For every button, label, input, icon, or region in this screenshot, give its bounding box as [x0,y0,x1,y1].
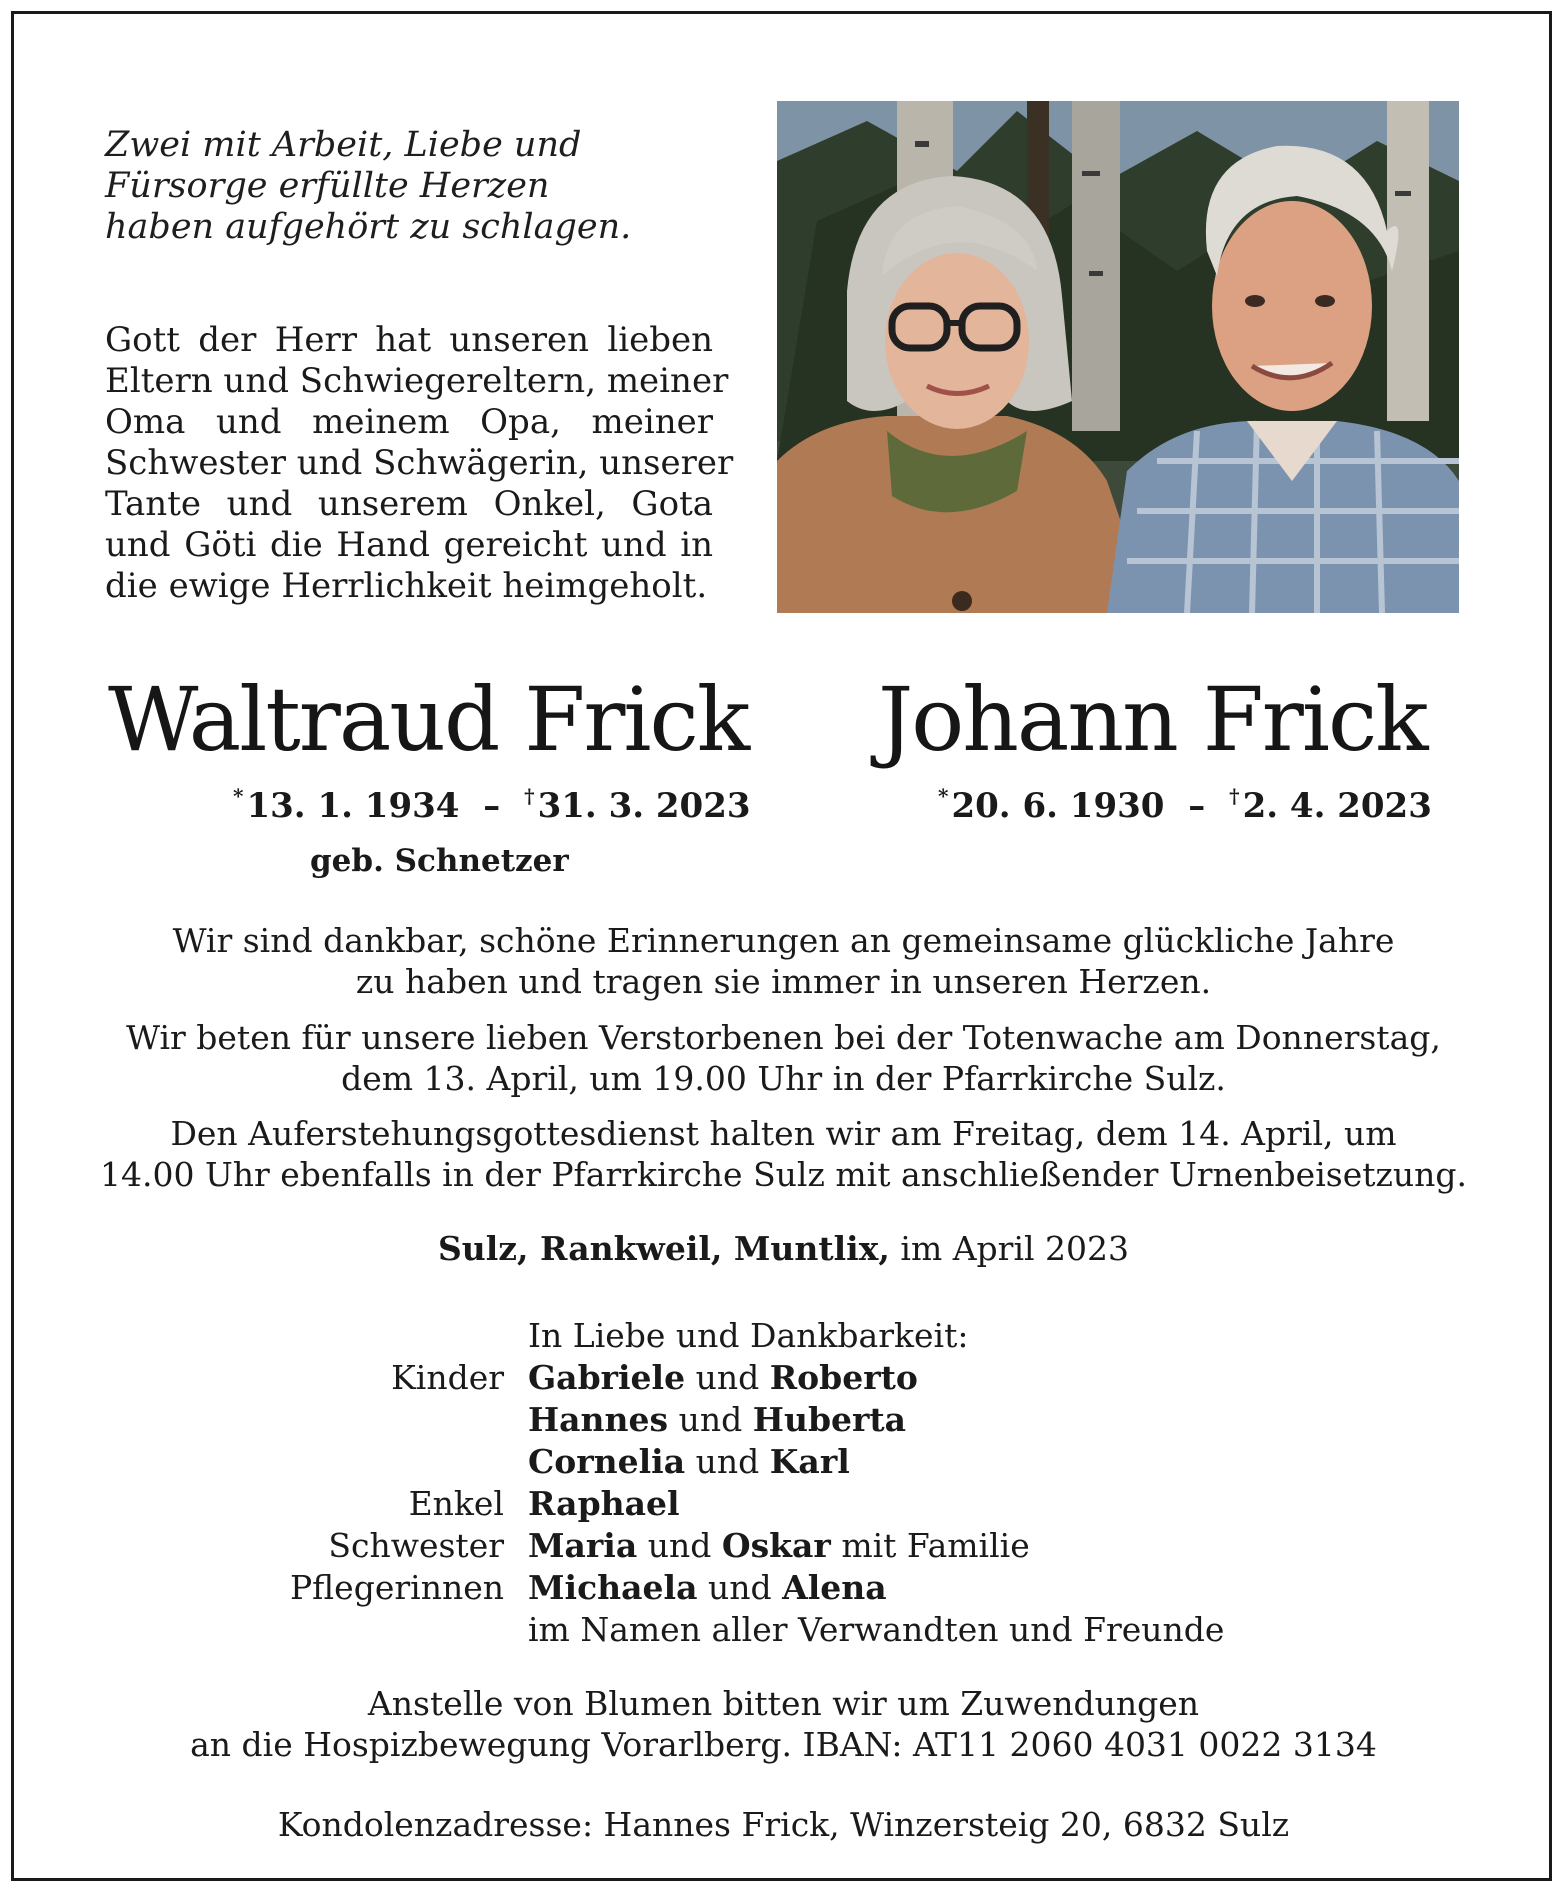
relation-label: Schwester [328,1526,504,1565]
verse-line: Zwei mit Arbeit, Liebe und [105,125,582,165]
family-suffix: mit Familie [841,1526,1030,1565]
mourners-closing: im Namen aller Verwandten und Freunde [528,1610,1225,1649]
paragraph-line: dem 13. April, um 19.00 Uhr in der Pfarrkirche Sulz. [341,1059,1226,1098]
relation-label: Pflegerinnen [289,1568,504,1607]
service-paragraph [60,1113,1507,1195]
mourner-name: Maria [528,1526,638,1565]
gratitude-paragraph [60,920,1507,1002]
conjunction: und [647,1526,712,1565]
donation-line: an die Hospizbewegung Vorarlberg. IBAN: AT11 2060 4031 0022 3134 [190,1725,1377,1764]
paragraph-line: 14.00 Uhr ebenfalls in der Pfarrkirche Sulz mit anschließender Urnenbeisetzung. [99,1155,1468,1194]
mourner-row [0,1483,1567,1525]
birth-date: 20. 6. 1930 [951,786,1165,826]
conjunction: und [695,1358,760,1397]
condolence-address: Kondolenzadresse: Hannes Frick, Winzersteig 20, 6832 Sulz [277,1805,1290,1844]
mourner-row [0,1357,1567,1399]
mourner-name: Cornelia [528,1442,686,1481]
paragraph-line: Wir sind dankbar, schöne Erinnerungen an gemeinsame glückliche Jahre [172,921,1395,960]
mourner-row [0,1567,1567,1609]
mourner-name: Oskar [721,1526,831,1565]
mourners-intro: In Liebe und Dankbarkeit: [528,1316,969,1355]
paragraph-line: Den Auferstehungsgottesdienst halten wir am Freitag, dem 14. April, um [170,1114,1397,1153]
relation-label: Kinder [391,1358,504,1397]
couple-photo [777,101,1459,613]
mourner-name: Karl [769,1442,850,1481]
conjunction: und [678,1400,743,1439]
relation-label: Enkel [408,1484,504,1523]
birth-date: 13. 1. 1934 [246,786,460,826]
mourner-name: Alena [782,1568,887,1607]
mourner-name: Roberto [769,1358,918,1397]
intro-line: die ewige Herrlichkeit heimgeholt. [105,566,708,606]
place-and-date [60,1228,1507,1269]
intro-line: Eltern und Schwiegereltern, meiner [105,361,729,401]
conjunction: und [695,1442,760,1481]
wake-paragraph [60,1017,1507,1099]
date-dash: – [1188,786,1206,826]
intro-line: Gott der Herr hat unseren lieben [105,320,713,360]
mourner-name: Gabriele [528,1358,686,1397]
death-date: 2. 4. 2023 [1242,786,1432,826]
places: Sulz, Rankweil, Muntlix, [437,1229,890,1268]
death-date: 31. 3. 2023 [537,786,751,826]
birth-mark: * [938,784,949,808]
notice-date: im April 2023 [900,1229,1130,1268]
life-dates-johann [938,784,1432,826]
mourner-name: Huberta [752,1400,907,1439]
opening-verse [105,125,665,248]
mourner-name: Michaela [528,1568,698,1607]
death-mark: † [1229,784,1240,808]
death-mark: † [524,784,535,808]
deceased-name-waltraud: Waltraud Frick [108,668,749,771]
date-dash: – [483,786,501,826]
mourner-name: Raphael [528,1484,680,1523]
mourner-row [0,1441,1567,1483]
maiden-name: geb. Schnetzer [310,843,569,879]
verse-line: haben aufgehört zu schlagen. [105,207,632,247]
intro-line: und Göti die Hand gereicht und in [105,525,713,565]
intro-line: Tante und unserem Onkel, Gota [105,484,713,524]
intro-line: Schwester und Schwägerin, unserer [105,443,734,483]
life-dates-waltraud [233,784,751,826]
verse-line: Fürsorge erfüllte Herzen [105,166,550,206]
mourner-row [0,1525,1567,1567]
intro-line: Oma und meinem Opa, meiner [105,402,713,442]
conjunction: und [707,1568,772,1607]
donation-line: Anstelle von Blumen bitten wir um Zuwendungen [367,1684,1200,1723]
paragraph-line: zu haben und tragen sie immer in unseren Herzen. [355,962,1212,1001]
deceased-name-johann: Johann Frick [878,668,1427,771]
donation-request [60,1683,1507,1765]
mourners-list [0,1315,1567,1651]
mourner-row [0,1399,1567,1441]
mourner-name: Hannes [528,1400,669,1439]
birth-mark: * [233,784,244,808]
intro-text [105,320,734,607]
paragraph-line: Wir beten für unsere lieben Verstorbenen bei der Totenwache am Donnerstag, [126,1018,1441,1057]
